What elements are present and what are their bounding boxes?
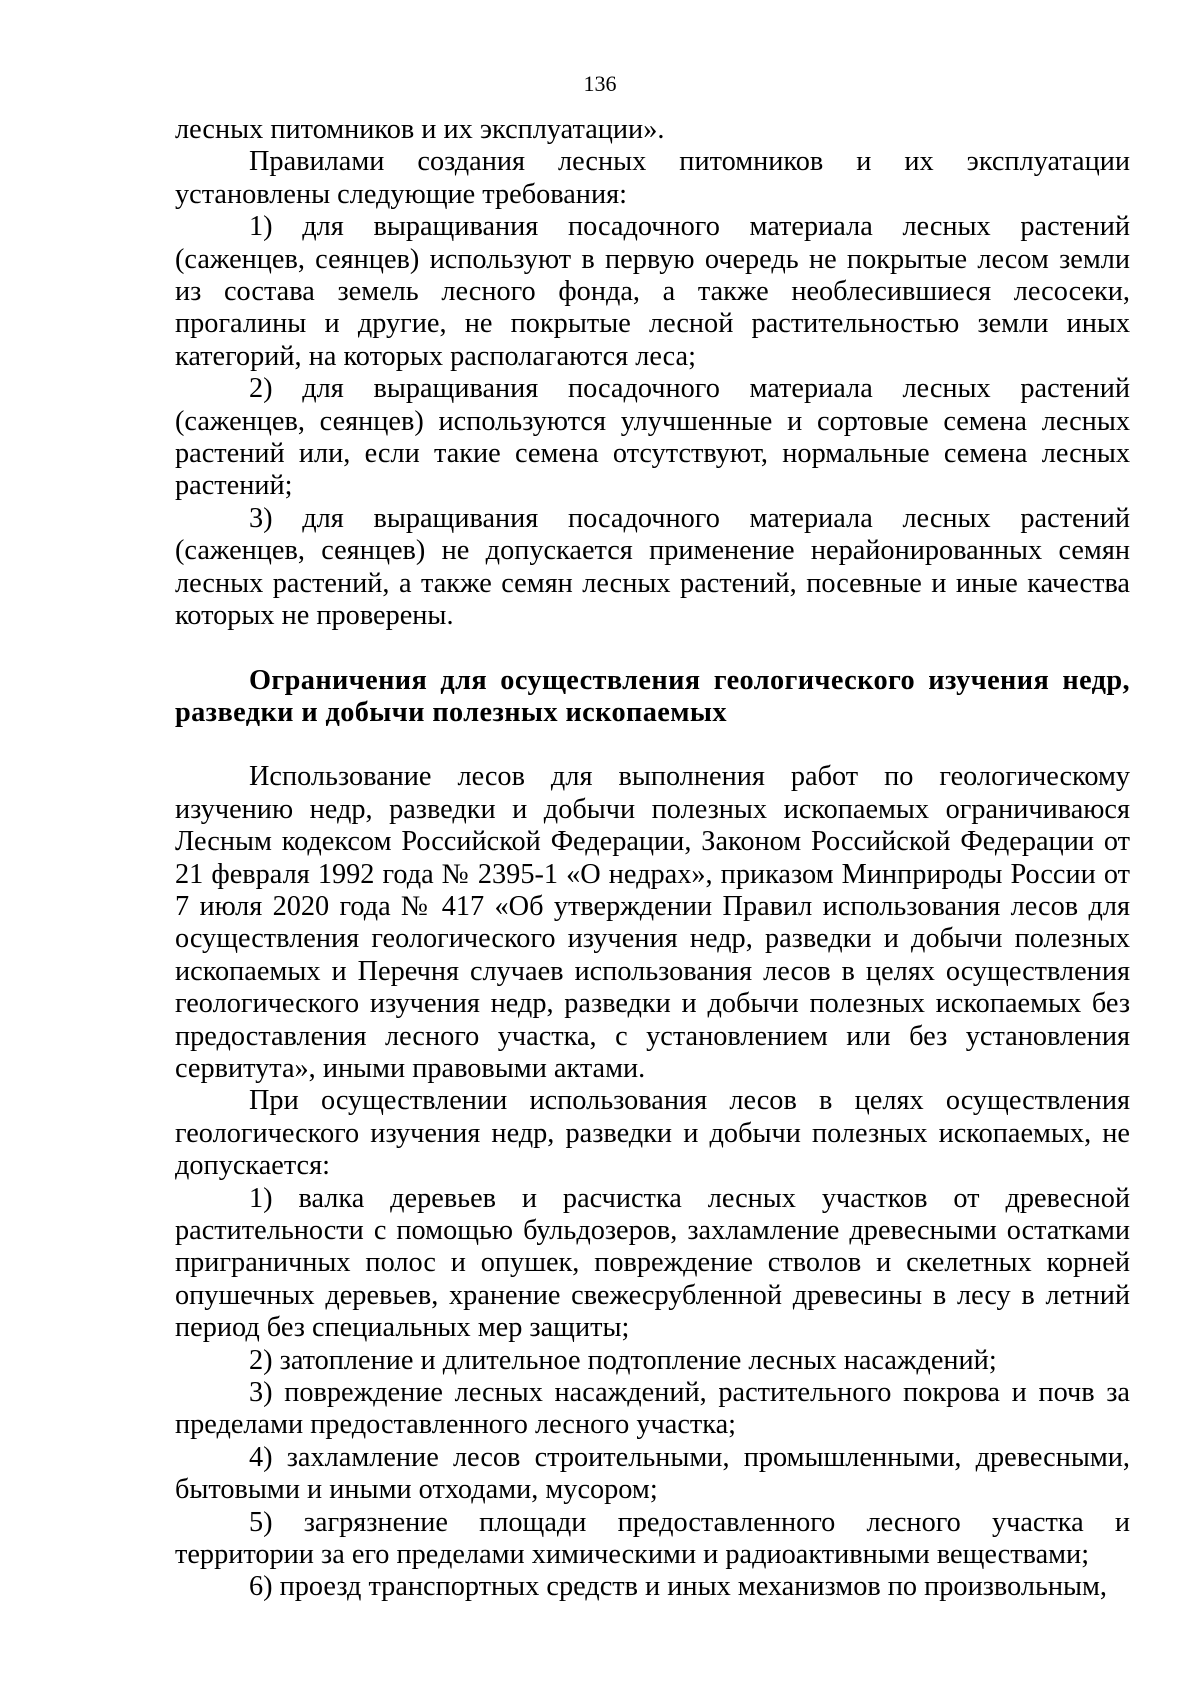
prohibition-item-6: 6) проезд транспортных средств и иных механизмов по произвольным,	[249, 1571, 1108, 1603]
requirement-item-1: 1) для выращивания посадочного материала лесных растений (саженцев, сеянцев) используют в первую очередь не покрытые лесом земли из состава земель лесного фонда, а также необлесившиеся лесосеки, прогалины и другие, не покрытые лесной растительностью земли иных категорий, на которых располагаются леса;	[175, 211, 1130, 372]
document-body	[175, 114, 1130, 1604]
paragraph-prohibitions-intro: При осуществлении использования лесов в целях осуществления геологического изучения недр, разведки и добычи полезных ископаемых, не допускается:	[175, 1085, 1130, 1182]
prohibition-item-4: 4) захламление лесов строительными, промышленными, древесными, бытовыми и иными отходами, мусором;	[175, 1441, 1130, 1506]
prohibition-item-3: 3) повреждение лесных насаждений, растительного покрова и почв за пределами предоставленного лесного участка;	[175, 1377, 1130, 1441]
requirement-item-3: 3) для выращивания посадочного материала лесных растений (саженцев, сеянцев) не допускается применение нерайонированных семян лесных растений, а также семян лесных растений, посевные и иные качества которых не проверены.	[175, 502, 1130, 632]
paragraph-legal-basis: Использование лесов для выполнения работ по геологическому изучению недр, разведки и добычи полезных ископаемых ограничиваюся Лесным кодексом Российской Федерации, Законом Российской Федерации от 21 февраля 1992 года № 2395-1 «О недрах», приказом Минприроды России от 7 июля 2020 года № 417 «Об утверждении Правил использования лесов для осуществления геологического изучения недр, разведки и добычи полезных ископаемых и Перечня случаев использования лесов в целях осуществления геологического изучения недр, разведки и добычи полезных ископаемых без предоставления лесного участка, с установлением или без установления сервитута», иными правовыми актами.	[175, 761, 1130, 1084]
section-heading: Ограничения для осуществления геологического изучения недр, разведки и добычи полезных ископаемых	[175, 664, 1130, 728]
paragraph-continuation: лесных питомников и их эксплуатации».	[175, 114, 665, 145]
page-number: 136	[583, 71, 617, 96]
prohibition-item-2: 2) затопление и длительное подтопление лесных насаждений;	[249, 1344, 997, 1376]
requirement-item-2: 2) для выращивания посадочного материала лесных растений (саженцев, сеянцев) используются улучшенные и сортовые семена лесных растений или, если такие семена отсутствуют, нормальные семена лесных растений;	[175, 373, 1130, 502]
paragraph-intro: Правилами создания лесных питомников и их эксплуатации установлены следующие требования:	[175, 146, 1130, 210]
prohibition-item-5: 5) загрязнение площади предоставленного лесного участка и территории за его пределами химическими и радиоактивными веществами;	[175, 1506, 1130, 1571]
prohibition-item-1: 1) валка деревьев и расчистка лесных участков от древесной растительности с помощью бульдозеров, захламление древесными остатками приграничных полос и опушек, повреждение стволов и скелетных корней опушечных деревьев, хранение свежесрубленной древесины в лесу в летний период без специальных мер защиты;	[175, 1182, 1130, 1344]
